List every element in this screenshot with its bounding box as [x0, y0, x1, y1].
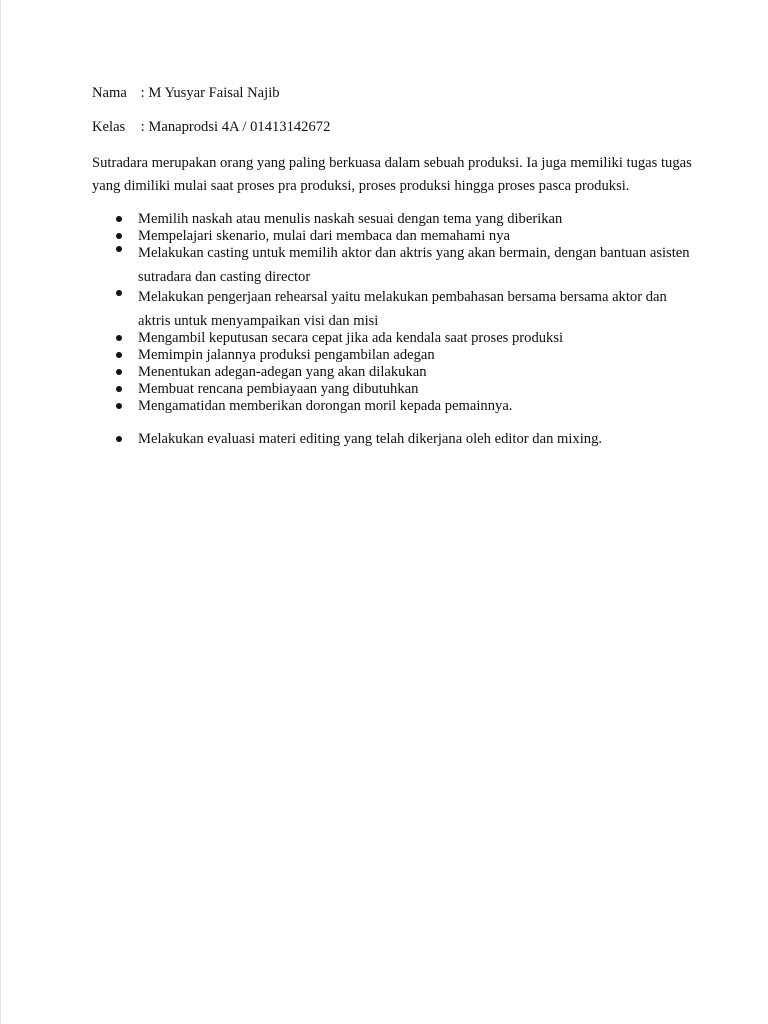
name-value: : M Yusyar Faisal Najib — [140, 85, 280, 101]
list-item — [92, 431, 692, 448]
class-label: Kelas — [92, 119, 126, 135]
list-item-text: Mengambil keputusan secara cepat jika ada kendala saat proses produksi — [138, 330, 564, 346]
class-line — [92, 118, 692, 136]
bullet-icon — [116, 369, 122, 375]
list-item-text: Memimpin jalannya produksi pengambilan adegan — [138, 347, 435, 363]
list-item — [92, 241, 692, 289]
name-label: Nama — [92, 85, 127, 101]
bullet-icon — [116, 246, 122, 252]
intro-paragraph: Sutradara merupakan orang yang paling berkuasa dalam sebuah produksi. Ia juga memiliki tugas tugas yang dimiliki mulai saat proses pra produksi, proses produksi hingga proses pasca produksi. — [92, 155, 692, 194]
name-line — [92, 84, 692, 102]
bullet-icon — [116, 386, 122, 392]
bullet-icon — [116, 290, 122, 296]
list-item — [92, 330, 692, 347]
list-item — [92, 211, 692, 228]
list-item-text: Membuat rencana pembiayaan yang dibutuhkan — [138, 381, 419, 397]
list-item — [92, 381, 692, 398]
bullet-icon — [116, 216, 122, 222]
list-item-text: Melakukan casting untuk memilih aktor dan aktris yang akan bermain, dengan bantuan asisten sutradara dan casting director — [138, 245, 690, 285]
bullet-icon — [116, 403, 122, 409]
list-item-text: Memilih naskah atau menulis naskah sesuai dengan tema yang diberikan — [138, 211, 563, 227]
list-item — [92, 398, 692, 415]
list-item — [92, 364, 692, 381]
bullet-icon — [116, 436, 122, 442]
class-value: : Manaprodsi 4A / 01413142672 — [140, 119, 331, 135]
list-item — [92, 347, 692, 364]
document-body — [92, 84, 692, 448]
bullet-icon — [116, 233, 122, 239]
list-item-text: Melakukan evaluasi materi editing yang telah dikerjana oleh editor dan mixing. — [138, 431, 603, 447]
bullet-icon — [116, 352, 122, 358]
list-item-text: Melakukan pengerjaan rehearsal yaitu melakukan pembahasan bersama bersama aktor dan aktris untuk menyampaikan visi dan misi — [138, 289, 667, 329]
list-item — [92, 285, 692, 333]
bullet-icon — [116, 335, 122, 341]
list-item-text: Mengamatidan memberikan dorongan moril kepada pemainnya. — [138, 398, 513, 414]
list-item-text: Menentukan adegan-adegan yang akan dilakukan — [138, 364, 427, 380]
post-production-list — [92, 431, 692, 448]
duties-list — [92, 211, 692, 415]
list-item-text: Mempelajari skenario, mulai dari membaca dan memahami nya — [138, 228, 510, 244]
